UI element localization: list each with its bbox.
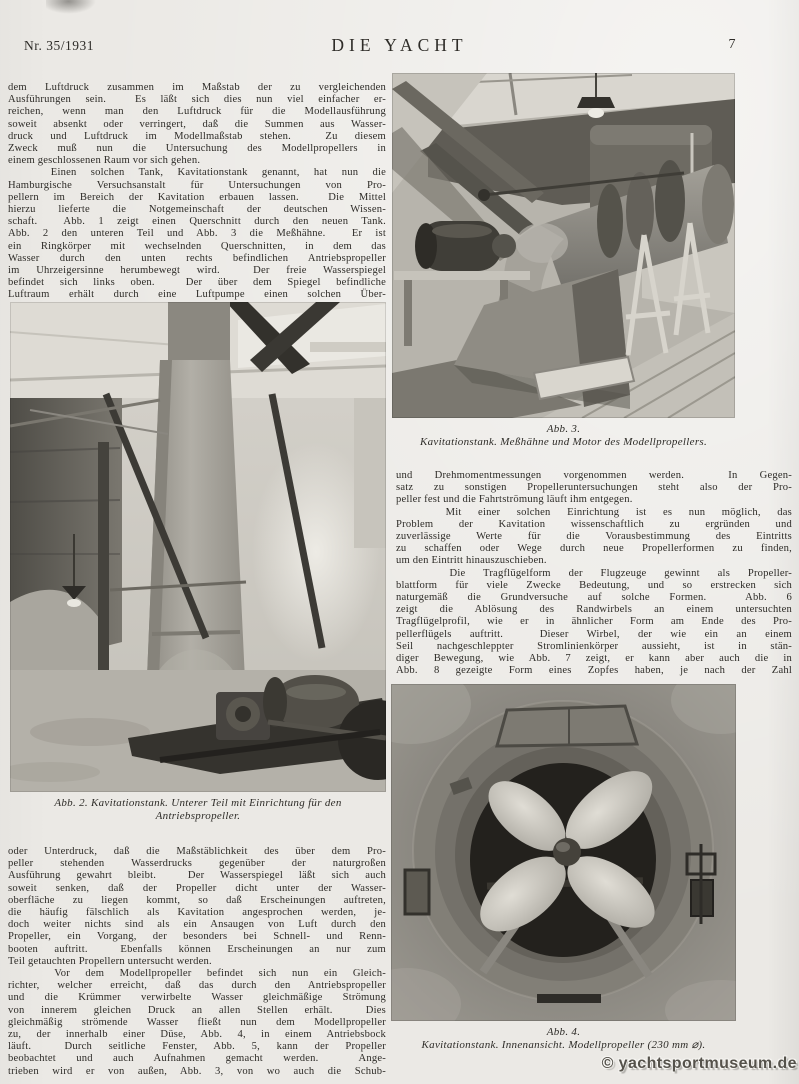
caption-line: Kavitationstank. Meßhähne und Motor des Modellpropellers. (419, 436, 708, 448)
text-line: doch weiter nichts sind als ein Ansaugen von Luft durch den (8, 919, 386, 931)
text-line: Zweck muß nun die Untersuchung des Modellpropellers in (8, 143, 386, 155)
text-line: beobachtet und auch Aufnahmen gemacht werden. Ange- (8, 1053, 386, 1065)
caption-line: Abb. 4. (546, 1026, 581, 1038)
text-line: dem Luftdruck zusammen im Maßstab der zu vergleichenden (8, 82, 386, 93)
text-line: soweit absenkt oder verringert, daß die Summen aus Wasser- (8, 118, 386, 130)
figure-abb3-photo (392, 73, 735, 418)
text-line: blattform für viele Zwecke Bedeutung, und so erstrecken sich (396, 579, 792, 591)
caption-line: Abb. 2. Kavitationstank. Unterer Teil mit Einrichtung für den (54, 797, 342, 809)
text-line: pellern im Bereich der Kavitation erbauen lassen. Die Mittel (8, 191, 386, 203)
text-line: Teil getauchten Propellern untersucht werden. (8, 955, 212, 967)
text-line: Vor dem Modellpropeller befindet sich nun ein Gleich- (8, 968, 386, 980)
figure-abb3-caption (392, 423, 735, 449)
figure-abb2-caption (10, 797, 386, 823)
text-line: ein Ringkörper mit wechselnden Querschnitten, in dem das (8, 240, 386, 252)
text-line: Abb. 8 gezeigte Form eines Zopfes haben, je nach der Zahl (396, 665, 792, 677)
caption-line: Kavitationstank. Innenansicht. Modellpropeller (230 mm ⌀). (421, 1039, 706, 1051)
text-line: Propeller, ein Vorgang, der besonders bei Schnell- und Renn- (8, 931, 386, 943)
text-line: Tragflügelprofil, wie er in ähnlicher Form am Ende des Pro- (396, 616, 792, 628)
text-line: naturgemäß die Grundversuche auf solche Formen. Abb. 6 (396, 592, 792, 604)
text-line: läuft. Durch seitliche Fenster, Abb. 5, kann der Propeller (8, 1041, 386, 1053)
text-line: von innerem gleichen Druck an allen Stellen erhält. Dies (8, 1004, 386, 1016)
text-line: peller fest und die Fahrtströmung läuft ihm entgegen. (396, 494, 633, 506)
text-line: Mit einer solchen Einrichtung ist es nun möglich, das (396, 506, 792, 518)
text-line: und die Krümmer verwirbelte Wasser gleichmäßige Strömung (8, 992, 386, 1004)
text-line: die häufig fälschlich als Kavitation angesprochen werden, je- (8, 907, 386, 919)
text-line: Problem der Kavitation wissenschaftlich zu ergründen und (396, 518, 792, 530)
magazine-title: DIE YACHT (331, 35, 468, 55)
text-line: pellerflügels auftritt. Dieser Wirbel, der wie ein an einem (396, 628, 792, 640)
text-line: zeigt die Ablösung des Randwirbels an einem untersuchten (396, 604, 792, 616)
scan-smudge (46, 0, 96, 14)
text-line: zu schaffen oder Wege durch neue Propellerformen zu finden, (396, 543, 792, 555)
text-line: diger Bewegung, wie Abb. 7 zeigt, er kann aber auch die in (396, 653, 792, 665)
left-column-top-text (8, 82, 386, 302)
left-column-bottom-text (8, 846, 386, 1078)
text-line: zu, der innerhalb einer Düse, Abb. 4, in einem Antriebsbock (8, 1029, 386, 1041)
text-line: oberfläche zu liegen kommt, so daß Erscheinungen auftreten, (8, 894, 386, 906)
text-line: richter, welcher erreicht, daß das durch den Antriebspropeller (8, 980, 386, 992)
text-line: hierzu lieferte die Notgemeinschaft der deutschen Wissen- (8, 204, 386, 216)
figure-abb2 (10, 302, 386, 823)
text-line: im Uhrzeigersinne herumbewegt wird. Der freie Wasserspiegel (8, 265, 386, 277)
watermark: © yachtsportmuseum.de (601, 1055, 797, 1072)
figure-abb4 (391, 684, 736, 1052)
figure-abb4-photo (391, 684, 736, 1021)
caption-line: Antriebspropeller. (155, 810, 241, 822)
text-line: Luftraum erhält durch eine Luftpumpe einen solchen Über- (8, 289, 386, 301)
text-line: Einen solchen Tank, Kavitationstank genannt, hat nun die (8, 167, 386, 179)
text-line: trieben wird er von außen, Abb. 3, von wo auch die Schub- (8, 1065, 386, 1077)
text-line: booten auftritt. Ebenfalls können Erscheinungen an nur zum (8, 943, 386, 955)
text-line: Seil nachgeschleppter Stromlinienkörper aussieht, ist in stän- (396, 640, 792, 652)
text-line: und Drehmomentmessungen vorgenommen werden. In Gegen- (396, 470, 792, 481)
figure-abb3 (392, 73, 735, 449)
text-line: Hamburgische Versuchsanstalt für Untersuchungen von Pro- (8, 179, 386, 191)
text-line: Wasser durch den unten rechts befindlichen Antriebspropeller (8, 252, 386, 264)
caption-line: Abb. 3. (546, 423, 581, 435)
text-line: druck und Luftdruck im Modellmaßstab stehen. Zu diesem (8, 130, 386, 142)
text-line: soweit senken, daß der Propeller dicht unter der Wasser- (8, 882, 386, 894)
text-line: befindet sich links oben. Der über dem Spiegel befindliche (8, 277, 386, 289)
text-line: Ausführung gewahrt bleibt. Der Wasserspiegel läßt sich auch (8, 870, 386, 882)
figure-abb2-photo (10, 302, 386, 792)
text-line: Ausführungen sein. Es läßt sich dies nun viel einfacher er- (8, 94, 386, 106)
text-line: einem geschlossenen Raum vor sich gehen. (8, 155, 201, 167)
text-line: gleichmäßig strömende Wasser fließt nun dem Modellpropeller (8, 1016, 386, 1028)
text-line: oder Unterdruck, daß die Maßstäblichkeit des über dem Pro- (8, 846, 386, 857)
page-number: 7 (728, 37, 736, 52)
figure-abb4-caption (391, 1026, 736, 1052)
issue-number: Nr. 35/1931 (24, 38, 95, 53)
text-line: satz zu sonstigen Propelleruntersuchungen steht also der Pro- (396, 482, 792, 494)
text-line: reichen, wenn man den Luftdruck für die Modellausführung (8, 106, 386, 118)
text-line: Abb. 2 den unteren Teil und Abb. 3 die Meßhähne. Er ist (8, 228, 386, 240)
text-line: Die Tragflügelform der Flugzeuge gewinnt als Propeller- (396, 567, 792, 579)
text-line: schaft. Abb. 1 zeigt einen Querschnitt durch den neuen Tank. (8, 216, 386, 228)
text-line: zuverlässige Werte für die Vorausbestimmung des Eintritts (396, 531, 792, 543)
text-line: um den Eintritt hinauszuschieben. (396, 555, 547, 567)
right-column-text (396, 470, 792, 677)
text-line: peller stehenden Wasserdrucks gegenüber der naturgroßen (8, 858, 386, 870)
